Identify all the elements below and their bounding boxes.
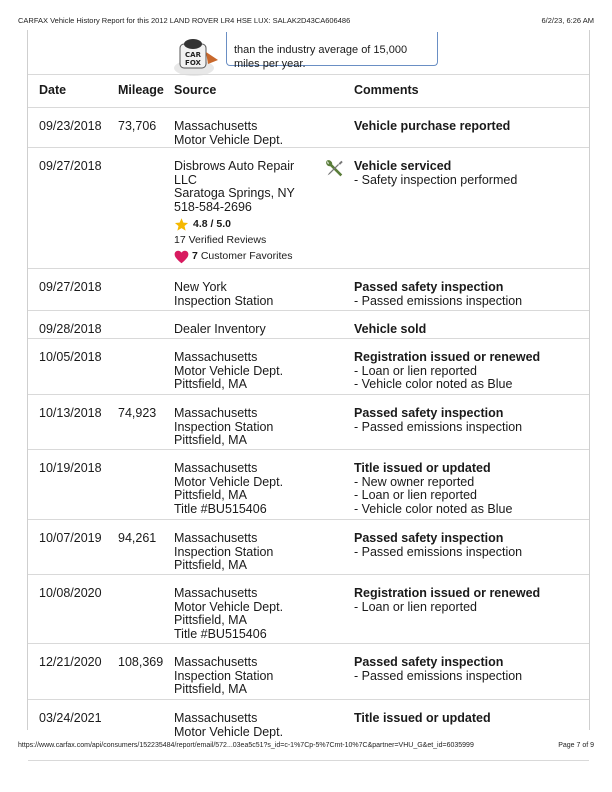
event-detail: - Vehicle color noted as Blue <box>354 501 513 516</box>
event-detail: - Loan or lien reported <box>354 488 477 502</box>
source-line: LLC <box>174 172 197 187</box>
source-line: Pittsfield, MA <box>174 488 247 502</box>
source-line: Pittsfield, MA <box>174 433 247 447</box>
source-line: Inspection Station <box>174 293 274 308</box>
event-detail: - Loan or lien reported <box>354 363 477 378</box>
source-line: Massachusetts <box>174 711 258 725</box>
heart-icon <box>174 250 189 264</box>
table-row <box>28 520 589 575</box>
source-line: Motor Vehicle Dept. <box>174 363 284 378</box>
page-number: Page 7 of 9 <box>558 742 594 749</box>
customer-favorites <box>174 250 324 264</box>
source-line: Pittsfield, MA <box>174 613 247 627</box>
table-row <box>28 575 589 644</box>
svg-text:FOX: FOX <box>185 59 201 67</box>
print-url: https://www.carfax.com/api/consumers/152235484/report/email/572...03ea5c51?s_id=c-1%7Cp-5%7Cmt-10%7C&partner=VHU_G&et_id=6035999 <box>18 742 474 749</box>
table-row <box>28 148 589 269</box>
event-title: Vehicle sold <box>354 322 427 336</box>
row-mileage: 108,369 <box>118 655 164 669</box>
source-line: Inspection Station <box>174 668 274 683</box>
row-source <box>174 351 324 392</box>
row-date: 12/21/2020 <box>39 655 102 669</box>
source-line: Massachusetts <box>174 461 258 475</box>
event-title: Passed safety inspection <box>354 531 504 545</box>
favorites-label: Customer Favorites <box>200 249 293 262</box>
source-line: Title #BU515406 <box>174 501 267 516</box>
row-date: 03/24/2021 <box>39 711 102 725</box>
source-line: Motor Vehicle Dept. <box>174 599 284 614</box>
event-detail: - Passed emissions inspection <box>354 293 523 308</box>
print-footer <box>18 742 594 749</box>
source-line: Massachusetts <box>174 586 258 600</box>
row-mileage: 73,706 <box>118 119 157 133</box>
table-header-row <box>28 75 589 108</box>
verified-reviews: 17 Verified Reviews <box>174 234 267 246</box>
print-title: CARFAX Vehicle History Report for this 2012 LAND ROVER LR4 HSE LUX: SALAK2D43CA606486 <box>18 16 351 25</box>
event-title: Vehicle purchase reported <box>354 119 511 133</box>
wrench-screwdriver-icon <box>323 158 345 180</box>
callout-line: miles per year. <box>234 58 306 70</box>
row-source <box>174 532 324 573</box>
row-comments <box>354 351 584 392</box>
row-comments <box>354 656 584 683</box>
event-title: Title issued or updated <box>354 461 491 475</box>
row-date: 10/19/2018 <box>39 461 102 475</box>
row-comments <box>354 462 584 516</box>
table-row <box>28 108 589 148</box>
event-title: Vehicle serviced <box>354 159 452 173</box>
row-comments <box>354 281 584 308</box>
row-source <box>174 281 324 308</box>
event-detail: - Passed emissions inspection <box>354 419 523 434</box>
row-comments <box>354 323 584 337</box>
row-date: 10/05/2018 <box>39 350 102 364</box>
row-source <box>174 656 324 697</box>
row-source <box>174 462 324 516</box>
row-comments <box>354 712 584 726</box>
source-line: Motor Vehicle Dept. <box>174 132 284 147</box>
event-detail: - New owner reported <box>354 474 475 489</box>
favorites-count: 7 <box>192 249 198 262</box>
print-header <box>18 16 594 25</box>
row-comments <box>354 120 584 134</box>
event-detail: - Passed emissions inspection <box>354 668 523 683</box>
source-line: Motor Vehicle Dept. <box>174 474 284 489</box>
event-title: Title issued or updated <box>354 711 491 725</box>
table-row <box>28 700 589 761</box>
table-row <box>28 311 589 339</box>
source-line: Massachusetts <box>174 531 258 545</box>
header-date: Date <box>39 83 67 97</box>
row-source <box>174 120 324 147</box>
source-line: Massachusetts <box>174 350 258 364</box>
svg-text:CAR: CAR <box>185 51 201 59</box>
source-line: Title #BU515406 <box>174 626 267 641</box>
row-source <box>174 712 324 739</box>
source-line: Saratoga Springs, NY <box>174 186 295 200</box>
row-comments <box>354 532 584 559</box>
rating <box>174 217 324 232</box>
event-detail: - Safety inspection performed <box>354 172 518 187</box>
print-datetime: 6/2/23, 6:26 AM <box>541 16 594 25</box>
row-date: 09/27/2018 <box>39 159 102 173</box>
carfox-mascot-icon <box>168 38 220 74</box>
row-comments <box>354 160 584 187</box>
event-title: Registration issued or renewed <box>354 586 541 600</box>
row-mileage: 74,923 <box>118 406 157 420</box>
mileage-callout <box>226 32 438 70</box>
table-row <box>28 450 589 520</box>
source-line: Motor Vehicle Dept. <box>174 724 284 739</box>
source-line: Massachusetts <box>174 119 258 133</box>
callout-line: than the industry average of 15,000 <box>234 44 408 56</box>
row-date: 10/08/2020 <box>39 586 102 600</box>
row-comments <box>354 407 584 434</box>
row-source <box>174 407 324 448</box>
event-detail: - Passed emissions inspection <box>354 544 523 559</box>
source-line: Pittsfield, MA <box>174 558 247 572</box>
header-source: Source <box>174 83 217 97</box>
row-date: 09/27/2018 <box>39 280 102 294</box>
source-line: Inspection Station <box>174 544 274 559</box>
table-row <box>28 644 589 700</box>
table-row <box>28 339 589 395</box>
source-line: 518-584-2696 <box>174 199 252 214</box>
row-date: 09/28/2018 <box>39 322 102 336</box>
row-date: 09/23/2018 <box>39 119 102 133</box>
source-line: New York <box>174 280 227 294</box>
row-source <box>174 587 324 641</box>
row-source <box>174 323 324 337</box>
event-title: Passed safety inspection <box>354 280 504 294</box>
event-title: Passed safety inspection <box>354 406 504 420</box>
rating-value: 4.8 / 5.0 <box>193 217 231 230</box>
history-table <box>28 74 589 761</box>
event-detail: - Loan or lien reported <box>354 599 477 614</box>
row-date: 10/13/2018 <box>39 406 102 420</box>
source-line: Massachusetts <box>174 406 258 420</box>
source-line: Pittsfield, MA <box>174 377 247 391</box>
event-detail: - Vehicle color noted as Blue <box>354 377 513 391</box>
table-row <box>28 269 589 311</box>
event-title: Registration issued or renewed <box>354 350 541 364</box>
event-title: Passed safety inspection <box>354 655 504 669</box>
row-source <box>174 160 324 264</box>
table-row <box>28 395 589 450</box>
source-line: Disbrows Auto Repair <box>174 159 295 173</box>
source-line: Massachusetts <box>174 655 258 669</box>
source-line: Dealer Inventory <box>174 322 266 336</box>
report-page <box>27 30 590 739</box>
star-icon <box>174 217 189 232</box>
header-mileage: Mileage <box>118 83 164 97</box>
header-comments: Comments <box>354 83 419 97</box>
source-line: Inspection Station <box>174 419 274 434</box>
source-line: Pittsfield, MA <box>174 682 247 696</box>
row-date: 10/07/2019 <box>39 531 102 545</box>
row-comments <box>354 587 584 614</box>
row-mileage: 94,261 <box>118 531 157 545</box>
